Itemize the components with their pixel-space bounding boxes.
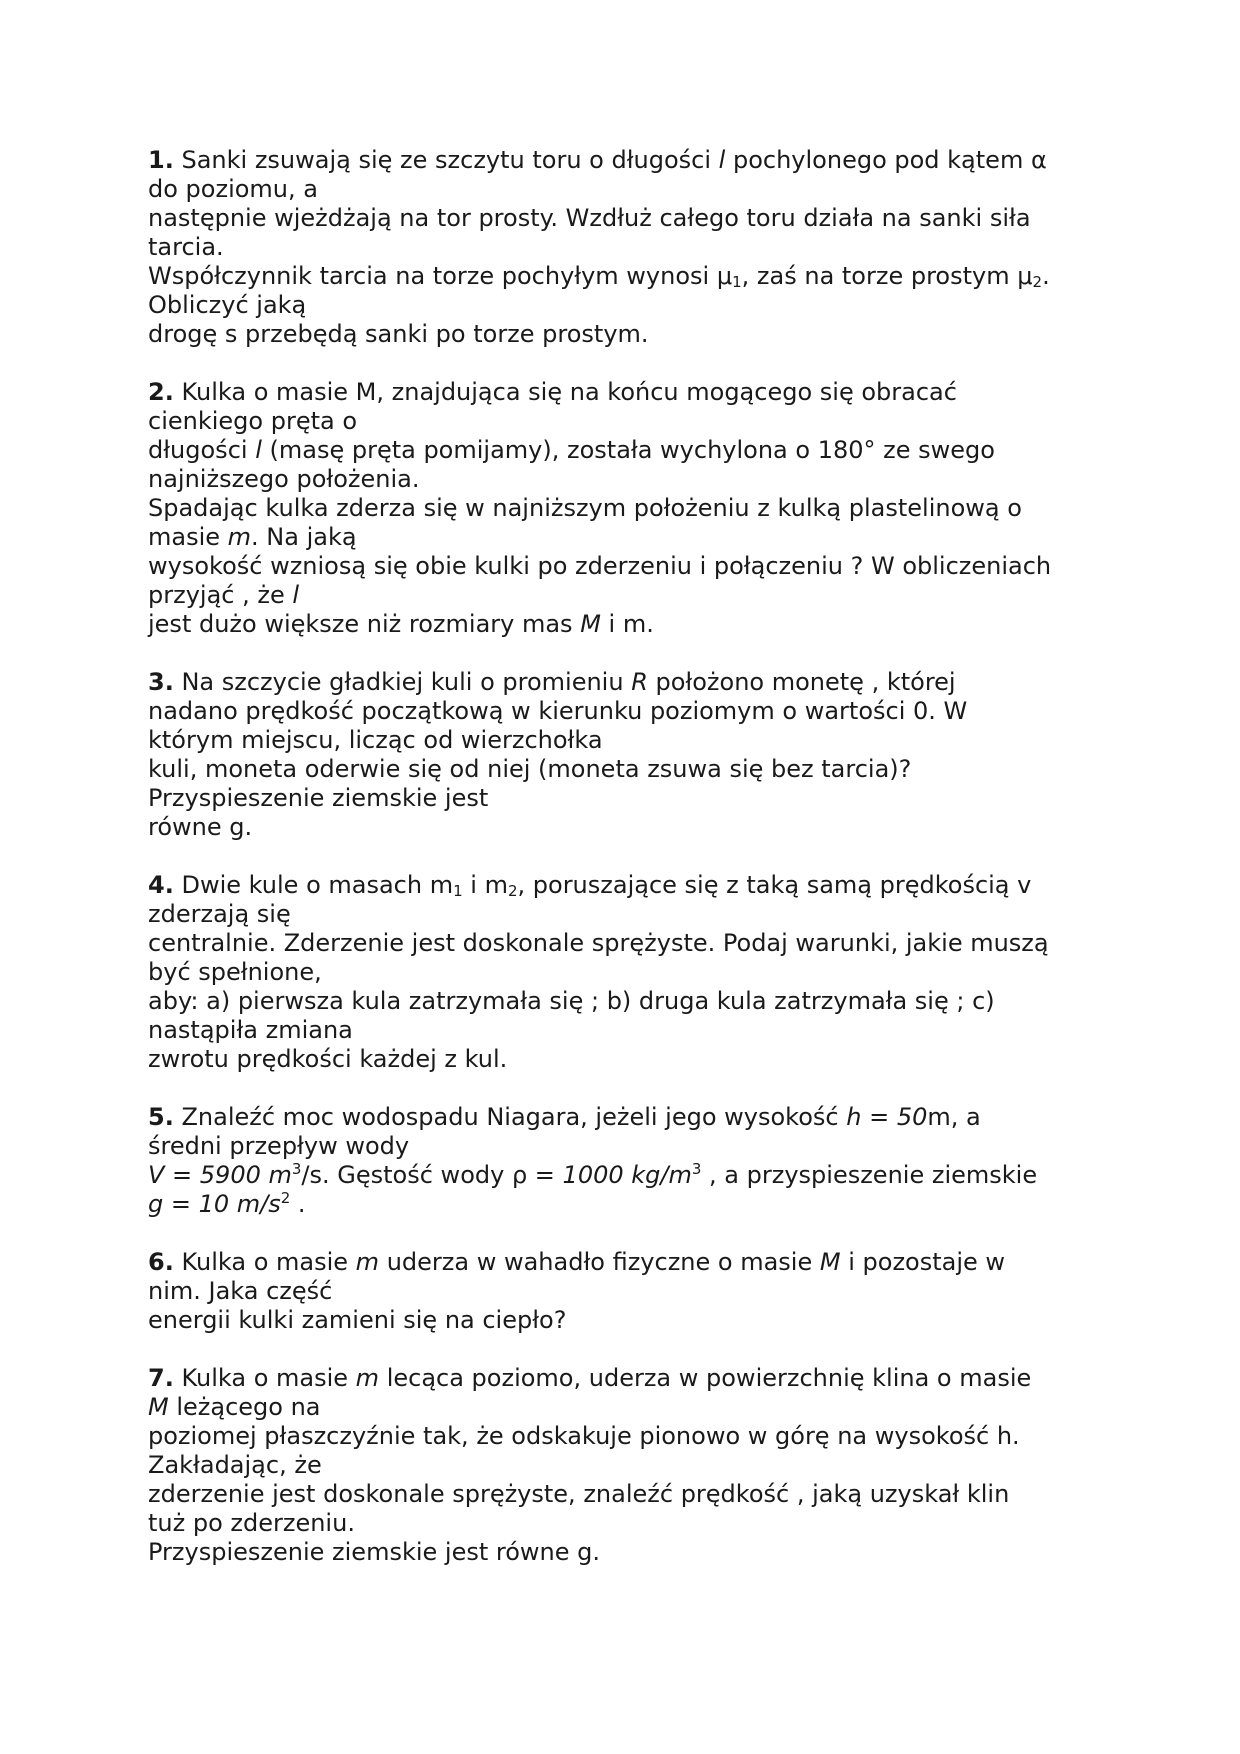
text-segment: h: [846, 1103, 862, 1131]
text-segment: Na szczycie gładkiej kuli o promieniu: [181, 668, 632, 696]
problem-line: [148, 755, 1098, 784]
problem-line: [148, 1161, 1098, 1190]
problem-line: [148, 436, 1098, 465]
text-segment: M: [148, 1393, 169, 1421]
text-segment: l: [292, 581, 300, 609]
problem-line: [148, 1451, 1098, 1480]
text-segment: 2: [280, 1189, 291, 1207]
problem-line: [148, 233, 1098, 262]
text-segment: i m.: [600, 610, 654, 638]
text-segment: Przyspieszenie ziemskie jest: [148, 784, 489, 812]
problem-line: [148, 1306, 1098, 1335]
problem-line: [148, 1016, 1098, 1045]
text-segment: nastąpiła zmiana: [148, 1016, 353, 1044]
problem-line: [148, 697, 1098, 726]
text-segment: Kulka o masie M, znajdująca się na końcu mogącego się obracać: [181, 378, 957, 406]
text-segment: tuż po zderzeniu.: [148, 1509, 355, 1537]
text-segment: Znaleźć moc wodospadu Niagara, jeżeli jego wysokość: [181, 1103, 847, 1131]
problem-line: [148, 1248, 1098, 1277]
problem-line: [148, 987, 1098, 1016]
text-segment: M: [819, 1248, 841, 1276]
problem-5: [148, 1103, 1098, 1219]
text-segment: centralnie. Zderzenie jest doskonale sprężyste. Podaj warunki, jakie muszą: [148, 929, 1049, 957]
text-segment: kuli, moneta oderwie się od niej (moneta zsuwa się bez tarcia)?: [148, 755, 912, 783]
text-segment: do poziomu, a: [148, 175, 318, 203]
problem-line: [148, 958, 1098, 987]
text-segment: g = 10 m/s: [148, 1190, 281, 1218]
problem-number: 2.: [148, 378, 174, 406]
problem-line: [148, 378, 1098, 407]
text-segment: i pozostaje w: [840, 1248, 1006, 1276]
text-segment: l: [255, 436, 262, 464]
text-segment: następnie wjeżdżają na tor prosty. Wzdłuż całego toru działa na sanki siła: [148, 204, 1031, 232]
text-segment: , poruszające się z taką samą prędkością v: [517, 871, 1032, 899]
problem-line: [148, 1045, 1098, 1074]
problem-line: [148, 1190, 1098, 1219]
text-segment: m: [355, 1248, 380, 1276]
problem-line: [148, 929, 1098, 958]
text-segment: drogę s przebędą sanki po torze prostym.: [148, 320, 649, 348]
text-segment: .: [290, 1190, 306, 1218]
problem-number: 1.: [148, 146, 174, 174]
text-segment: . Na jaką: [251, 523, 357, 551]
text-segment: Zakładając, że: [148, 1451, 322, 1479]
problem-line: [148, 204, 1098, 233]
problem-line: [148, 465, 1098, 494]
text-segment: tarcia.: [148, 233, 224, 261]
text-segment: , a przyspieszenie ziemskie: [701, 1161, 1038, 1189]
text-segment: (masę pręta pomijamy), została wychylona o 180° ze swego: [261, 436, 995, 464]
problem-4: [148, 871, 1098, 1074]
text-segment: m: [227, 523, 252, 551]
text-segment: i m: [462, 871, 508, 899]
text-segment: najniższego położenia.: [148, 465, 420, 493]
text-segment: przyjąć , że: [148, 581, 293, 609]
problem-1: [148, 146, 1098, 349]
text-segment: Współczynnik tarcia na torze pochyłym wynosi μ: [148, 262, 733, 290]
problem-line: [148, 407, 1098, 436]
text-segment: /s. Gęstość wody ρ =: [301, 1161, 563, 1189]
problem-list: [148, 146, 1098, 1596]
text-segment: leżącego na: [168, 1393, 321, 1421]
problem-line: [148, 1277, 1098, 1306]
text-segment: jest dużo większe niż rozmiary mas: [148, 610, 581, 638]
problem-line: [148, 494, 1098, 523]
problem-line: [148, 320, 1098, 349]
text-segment: poziomej płaszczyźnie tak, że odskakuje pionowo w górę na wysokość h.: [148, 1422, 1020, 1450]
problem-line: [148, 262, 1098, 291]
text-segment: 3: [291, 1160, 302, 1178]
text-segment: energii kulki zamieni się na ciepło?: [148, 1306, 567, 1334]
problem-line: [148, 581, 1098, 610]
problem-line: [148, 1538, 1098, 1567]
problem-line: [148, 146, 1098, 175]
text-segment: Przyspieszenie ziemskie jest równe g.: [148, 1538, 601, 1566]
problem-line: [148, 1509, 1098, 1538]
text-segment: być spełnione,: [148, 958, 322, 986]
text-segment: R: [631, 668, 648, 696]
problem-line: [148, 1393, 1098, 1422]
problem-line: [148, 552, 1098, 581]
problem-6: [148, 1248, 1098, 1335]
problem-2: [148, 378, 1098, 639]
problem-number: 4.: [148, 871, 174, 899]
text-segment: 50: [896, 1103, 928, 1131]
problem-number: 5.: [148, 1103, 174, 1131]
problem-line: [148, 1103, 1098, 1132]
text-segment: 1: [453, 882, 463, 900]
text-segment: nadano prędkość początkową w kierunku poziomym o wartości 0. W: [148, 697, 968, 725]
problem-line: [148, 523, 1098, 552]
text-segment: m, a: [927, 1103, 981, 1131]
text-segment: , zaś na torze prostym μ: [741, 262, 1033, 290]
problem-line: [148, 726, 1098, 755]
problem-line: [148, 1364, 1098, 1393]
text-segment: M: [580, 610, 601, 638]
problem-7: [148, 1364, 1098, 1567]
problem-3: [148, 668, 1098, 842]
text-segment: Spadając kulka zderza się w najniższym położeniu z kulką plastelinową o: [148, 494, 1022, 522]
text-segment: Dwie kule o masach m: [181, 871, 454, 899]
problem-line: [148, 291, 1098, 320]
text-segment: uderza w wahadło fizyczne o masie: [379, 1248, 820, 1276]
text-segment: zderzają się: [148, 900, 291, 928]
problem-line: [148, 610, 1098, 639]
problem-line: [148, 871, 1098, 900]
text-segment: l: [718, 146, 726, 174]
text-segment: aby: a) pierwsza kula zatrzymała się ; b) druga kula zatrzymała się ; c): [148, 987, 995, 1015]
problem-line: [148, 1480, 1098, 1509]
text-segment: =: [861, 1103, 897, 1131]
text-segment: długości: [148, 436, 256, 464]
problem-line: [148, 175, 1098, 204]
problem-number: 7.: [148, 1364, 174, 1392]
text-segment: Obliczyć jaką: [148, 291, 307, 319]
text-segment: nim. Jaka część: [148, 1277, 333, 1305]
text-segment: pochylonego pod kątem α: [725, 146, 1047, 174]
text-segment: 1000 kg/m: [562, 1161, 692, 1189]
text-segment: równe g.: [148, 813, 253, 841]
problem-line: [148, 900, 1098, 929]
text-segment: V = 5900 m: [148, 1161, 292, 1189]
text-segment: zwrotu prędkości każdej z kul.: [148, 1045, 508, 1073]
text-segment: masie: [148, 523, 228, 551]
text-segment: 2: [507, 882, 518, 900]
text-segment: którym miejscu, licząc od wierzchołka: [148, 726, 603, 754]
text-segment: 1: [732, 273, 742, 291]
text-segment: Sanki zsuwają się ze szczytu toru o długości: [181, 146, 719, 174]
problem-line: [148, 813, 1098, 842]
text-segment: zderzenie jest doskonale sprężyste, znaleźć prędkość , jaką uzyskał klin: [148, 1480, 1010, 1508]
text-segment: wysokość wzniosą się obie kulki po zderzeniu i połączeniu ? W obliczeniach: [148, 552, 1052, 580]
text-segment: położono monetę , której: [647, 668, 956, 696]
text-segment: m: [355, 1364, 380, 1392]
problem-line: [148, 784, 1098, 813]
text-segment: 2: [1032, 273, 1043, 291]
text-segment: średni przepływ wody: [148, 1132, 410, 1160]
text-segment: Kulka o masie: [181, 1248, 356, 1276]
problem-line: [148, 1422, 1098, 1451]
problem-line: [148, 668, 1098, 697]
text-segment: .: [1042, 262, 1050, 290]
text-segment: lecąca poziomo, uderza w powierzchnię klina o masie: [379, 1364, 1032, 1392]
problem-number: 3.: [148, 668, 174, 696]
text-segment: cienkiego pręta o: [148, 407, 358, 435]
text-segment: 3: [691, 1160, 702, 1178]
problem-number: 6.: [148, 1248, 174, 1276]
problem-line: [148, 1132, 1098, 1161]
text-segment: Kulka o masie: [181, 1364, 356, 1392]
